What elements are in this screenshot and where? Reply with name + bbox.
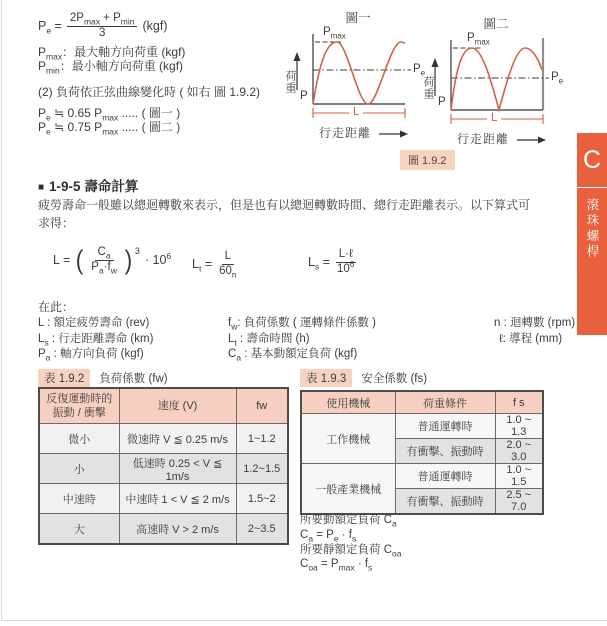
cell: 中速時 1 < V ≦ 2 m/s: [119, 484, 236, 514]
required-load-notes: [300, 513, 401, 572]
definition-item: n : 迴轉數 (rpm): [494, 317, 576, 329]
table-2-caption-chip: 表 1.9.3: [300, 369, 352, 387]
machine-cell: 工作機械: [301, 414, 395, 464]
cell: 2.5 ~ 7.0: [495, 489, 543, 515]
definitions-column-2: [228, 316, 376, 363]
header-cell: f s: [495, 391, 543, 414]
section-side-tab: [577, 133, 607, 335]
definition-item: $C_a$ : 基本動額定負荷 (kgf): [228, 348, 358, 363]
paragraph-line-1: 疲勞壽命一般雖以總迴轉數來表示，但是也有以總迴轉數時間、總行走距離表示。以下算式可: [38, 198, 531, 212]
header-cell: 速度 (V): [119, 388, 236, 424]
formula-lhs: L =: [53, 253, 71, 268]
here-label: 在此：: [38, 300, 75, 314]
table-header-row: [39, 388, 288, 424]
cell: 普通運轉時: [395, 414, 495, 439]
pmax-definition: $P_{max}$：最大軸方向荷重 (kgf): [38, 45, 186, 62]
right-arrow-icon: [538, 137, 546, 144]
formula-unit: (kgf): [142, 19, 168, 34]
table-row: [39, 514, 288, 545]
table-2-caption-text: 安全係數 (fs): [361, 373, 428, 385]
right-arrow-icon: [400, 131, 408, 138]
figure-2-title: 圖二: [483, 17, 509, 31]
table-1-caption: [38, 369, 168, 387]
formula-life-distance: [308, 248, 357, 277]
load-axis-label: 荷重: [284, 70, 296, 94]
figure-1-title: 圖一: [345, 11, 371, 25]
approximation-fig1: $P_e$ ≒ 0.65 $P_{max}$ ..... ( 圖一 ): [38, 106, 181, 123]
formula-lhs: $L_t$ =: [192, 257, 213, 274]
note-dynamic-load-formula: $C_a = P_e \cdot f_s$: [300, 528, 357, 544]
formula-tail: · $10^6$: [144, 251, 172, 268]
fraction-denominator: $60_n$: [219, 264, 237, 280]
origin-label: P: [438, 96, 446, 108]
cell: 1~1.2: [236, 424, 288, 454]
origin-label: P: [300, 90, 308, 102]
cell: 微速時 V ≦ 0.25 m/s: [119, 424, 236, 454]
definition-item: L : 額定疲勞壽命 (rev): [38, 317, 150, 329]
pe-label: $P_e$: [413, 63, 426, 78]
section-title-text: 1-9-5 壽命計算: [49, 179, 139, 194]
open-paren: (: [75, 245, 84, 276]
note-required-static-load: 所要靜額定負荷 $C_{oa}$: [300, 543, 402, 558]
fraction-denominator: $10^6$: [336, 258, 355, 275]
table-header-row: [301, 391, 543, 414]
travel-distance-label: 行走距離: [457, 132, 510, 146]
cell: 2.0 ~ 3.0: [495, 439, 543, 464]
fraction-numerator: L: [222, 250, 234, 265]
definitions-column-3: [494, 316, 575, 347]
load-axis-label: 荷重: [422, 76, 434, 100]
page-edge-bottom: [1, 620, 607, 621]
definition-item: $P_a$ : 軸方向負荷 (kgf): [38, 348, 144, 363]
definitions-column-1: [38, 316, 153, 363]
table-row: [39, 484, 288, 514]
table-load-factor: [38, 387, 289, 545]
cell: 大: [39, 514, 119, 545]
fraction-numerator: L·ℓ: [336, 248, 356, 263]
fraction: [217, 250, 239, 279]
table-safety-factor: [300, 390, 544, 515]
figure-1: [283, 8, 433, 150]
note-required-dynamic-load: 所要動額定負荷 $C_a$: [300, 514, 397, 529]
cell: 有衝擊、振動時: [395, 439, 495, 464]
fraction: [67, 12, 138, 41]
sine-load-curve: [313, 42, 405, 104]
machine-cell: 一般產業機械: [301, 464, 395, 515]
figure-2: [421, 14, 571, 156]
fraction-denominator: $P_a\cdot f_w$: [91, 260, 117, 276]
cell: 普通運轉時: [395, 464, 495, 489]
cell: 1.0 ~ 1.3: [495, 414, 543, 439]
sine-load-case-line: (2) 負荷依正弦曲線變化時 ( 如右 圖 1.9.2): [38, 85, 261, 99]
figure-2-plot: [421, 32, 571, 156]
fraction-denominator: 3: [98, 26, 106, 39]
fraction-numerator: $2P_{max} + P_{min}$: [67, 12, 138, 27]
figure-caption-chip: 圖 1.9.2: [400, 150, 455, 170]
travel-distance-label: 行走距離: [319, 126, 372, 140]
paragraph-line-2: 求得：: [38, 215, 75, 230]
pe-label: $P_e$: [551, 71, 564, 86]
pmax-label: $P_{max}$: [323, 26, 346, 41]
formula-lhs: $L_s$ =: [308, 255, 330, 272]
definition-item: ℓ: 導程 (mm): [499, 332, 563, 345]
definition-item: $f_w$: 負荷係數 ( 運轉條件係數 ): [228, 317, 376, 332]
header-cell: 使用機械: [301, 391, 395, 414]
body-paragraph: [38, 197, 578, 232]
cell: 高速時 V > 2 m/s: [119, 514, 236, 545]
fraction: [335, 248, 357, 277]
table-1-caption-chip: 表 1.9.2: [38, 369, 90, 387]
formula-life-time: [192, 250, 239, 279]
definition-item: $L_s$ : 行走距離壽命 (km): [38, 332, 154, 347]
cell: 中速時: [39, 484, 119, 514]
note-static-load-formula: $C_{oa} = P_{max} \cdot f_s$: [300, 558, 373, 573]
cell: 低速時 0.25 < V ≦ 1m/s: [119, 454, 236, 484]
cell: 2~3.5: [236, 514, 288, 545]
table-row: [39, 454, 288, 484]
formula-equivalent-load: [38, 12, 167, 41]
section-bullet-icon: ■: [38, 182, 45, 193]
table-row: [39, 424, 288, 454]
page-edge-left: [1, 0, 2, 621]
definition-item: $L_t$ : 壽命時間 (h): [228, 332, 310, 347]
tab-letter: C: [577, 133, 607, 188]
tab-label: 滾珠螺桿: [585, 198, 599, 260]
figure-1-plot: [283, 26, 433, 150]
cell: 有衝擊、振動時: [395, 489, 495, 515]
stroke-length-label: L: [349, 107, 363, 119]
formula-lhs: $P_e$ =: [38, 19, 62, 36]
cell: 小: [39, 454, 119, 484]
stroke-length-label: L: [487, 113, 501, 125]
approximation-fig2: $P_e$ ≒ 0.75 $P_{max}$ ..... ( 圖二 ): [38, 120, 181, 137]
formula-life-revolutions: [53, 246, 171, 275]
table-row: [301, 464, 543, 489]
up-arrow-icon: [294, 52, 301, 61]
exponent: 3: [134, 246, 140, 257]
close-paren: ): [124, 245, 133, 276]
pmin-definition: $P_{min}$：最小軸方向荷重 (kgf): [38, 59, 184, 76]
cell: 1.2~1.5: [236, 454, 288, 484]
table-2-caption: [300, 369, 427, 387]
table-row: [301, 414, 543, 439]
section-title: [38, 175, 138, 195]
header-cell: 荷重條件: [395, 391, 495, 414]
cell: 1.5~2: [236, 484, 288, 514]
pmax-label: $P_{max}$: [467, 32, 490, 47]
fraction: [89, 246, 119, 275]
header-cell: fw: [236, 388, 288, 424]
cell: 1.0 ~ 1.5: [495, 464, 543, 489]
rectified-sine-load-curve: [451, 48, 542, 110]
fraction-numerator: $C_a$: [95, 246, 114, 261]
up-arrow-icon: [432, 58, 439, 67]
table-1-caption-text: 負荷係數 (fw): [99, 373, 168, 385]
header-cell: 反復運動時的振動 / 衝擊: [39, 388, 119, 424]
cell: 微小: [39, 424, 119, 454]
